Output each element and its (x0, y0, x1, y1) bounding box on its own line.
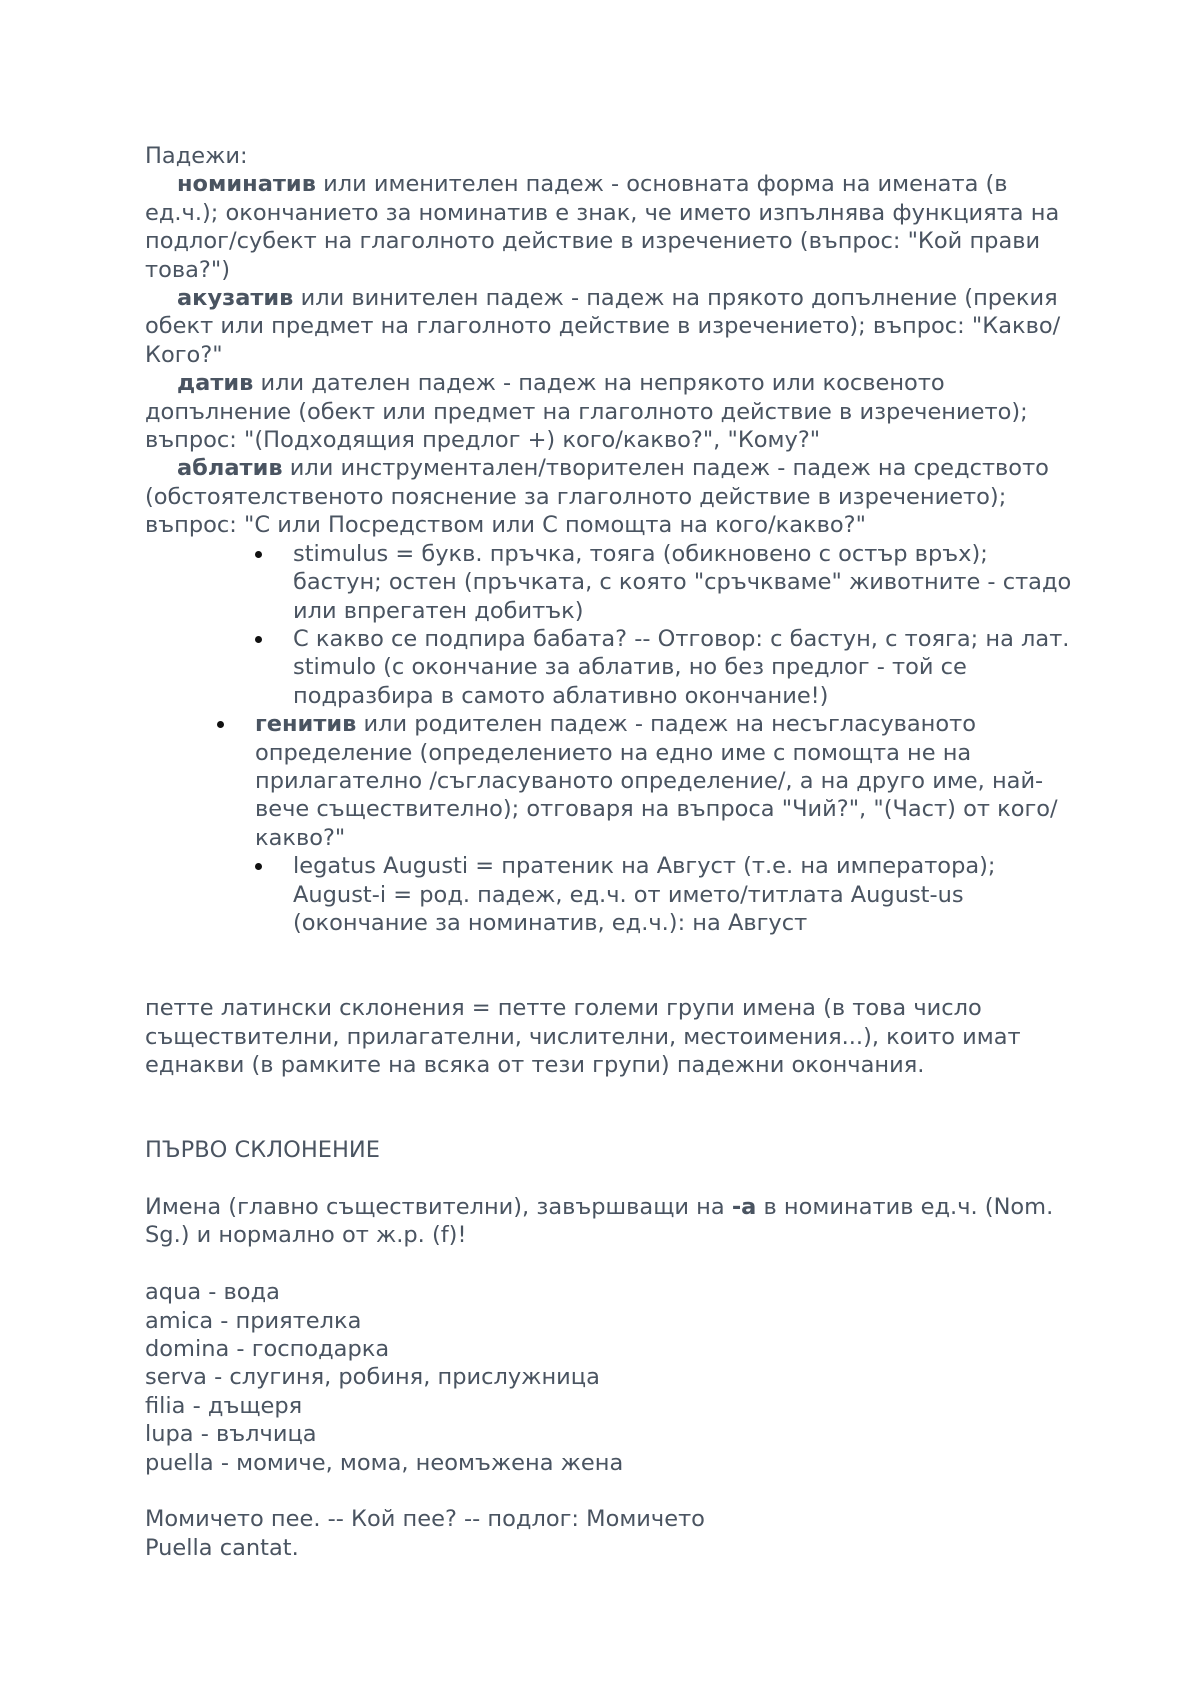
vocabulary-item: domina - господарка (145, 1336, 390, 1362)
list-item: stimulus = букв. пръчка, тояга (обикновено с остър връх); бастун; остен (пръчката, с която "сръчкваме" животните - стадо или впрегатен добитък) (293, 540, 1075, 625)
ablative-term: аблатив (177, 455, 283, 482)
genitive-text: или родителен падеж - падеж на несъгласуваното определение (определението на едно име с помощта не на прилагателно /съгласуваното определение/, а на друго име, най-вече съществително); отговаря на въпроса "Чий?", "(Част) от кого/какво?" (255, 711, 1058, 851)
vocabulary-item: serva - слугиня, робиня, прислужница (145, 1364, 600, 1391)
document-page (145, 142, 1075, 1562)
spacer (145, 937, 1075, 994)
dative-text: или дателен падеж - падеж на непрякото или косвеното допълнение (обект или предмет на глаголното действие в изречението); въпрос: "(Подходящия предлог +) кого/какво?", "Кому?" (145, 370, 1028, 454)
vocabulary-item: aqua - вода (145, 1279, 280, 1306)
spacer (145, 1250, 1075, 1278)
vocabulary-item: amica - приятелка (145, 1307, 362, 1334)
first-declension-description (145, 1193, 1075, 1250)
nominative-paragraph (145, 170, 1075, 284)
accusative-term: акузатив (177, 285, 294, 312)
declensions-paragraph: петте латински склонения = петте големи групи имена (в това число съществителни, прилагателни, числителни, местоимения...), които имат еднакви (в рамките на всяка от тези групи) падежни окончания. (145, 995, 1021, 1078)
genitive-list-item (255, 710, 1075, 852)
accusative-text: или винителен падеж - падеж на прякото допълнение (прекия обект или предмет на глаголното действие в изречението); въпрос: "Какво/Кого?" (145, 285, 1061, 368)
ablative-examples-list (145, 540, 1075, 710)
ending-term: -a (731, 1193, 757, 1220)
accusative-paragraph (145, 284, 1075, 369)
description-text: Имена (главно съществителни), завършващи на (145, 1193, 732, 1220)
nominative-text: или именителен падеж - основната форма на имената (в ед.ч.); окончанието за номинатив е знак, че името изпълнява функцията на подлог/субект на глаголното действие в изречението (въпрос: "Кой прави това?") (145, 171, 1060, 283)
ablative-text: или инструментален/творителен падеж - падеж на средството (обстоятелственото пояснение за глаголното действие в изречението); въпрос: "С или Посредством или С помощта на кого/какво?" (145, 455, 1049, 539)
example-sentence-la: Puella cantat. (145, 1534, 299, 1561)
nominative-term: номинатив (177, 171, 316, 198)
description-text: в номинатив ед.ч. (Nom. Sg.) и нормално от ж.р. (f)! (145, 1193, 1054, 1249)
vocabulary-item: lupa - вълчица (145, 1421, 317, 1448)
genitive-list (145, 710, 1075, 852)
spacer (145, 1079, 1075, 1136)
cases-heading: Падежи: (145, 143, 248, 169)
list-item: legatus Augusti = пратеник на Август (т.е. на императора); August-i = род. падеж, ед.ч. от името/титлата August-us (окончание за номинатив, ед.ч.): на Август (293, 852, 1075, 937)
spacer (145, 1165, 1075, 1193)
example-sentence-bg: Момичето пее. -- Кой пее? -- подлог: Момичето (145, 1506, 705, 1533)
vocabulary-item: puella - момиче, мома, неомъжена жена (145, 1449, 624, 1476)
genitive-examples-list (145, 852, 1075, 937)
genitive-term: генитив (255, 711, 357, 738)
spacer (145, 1477, 1075, 1505)
dative-term: датив (177, 370, 254, 397)
vocabulary-list (145, 1278, 1075, 1477)
section-heading: ПЪРВО СКЛОНЕНИЕ (145, 1137, 380, 1164)
list-item: С какво се подпира бабата? -- Отговор: с бастун, с тояга; на лат. stimulo (с окончание за аблатив, но без предлог - той се подразбира в самото аблативно окончание!) (293, 625, 1075, 710)
ablative-paragraph (145, 454, 1075, 539)
dative-paragraph (145, 369, 1075, 454)
vocabulary-item: filia - дъщеря (145, 1392, 303, 1419)
